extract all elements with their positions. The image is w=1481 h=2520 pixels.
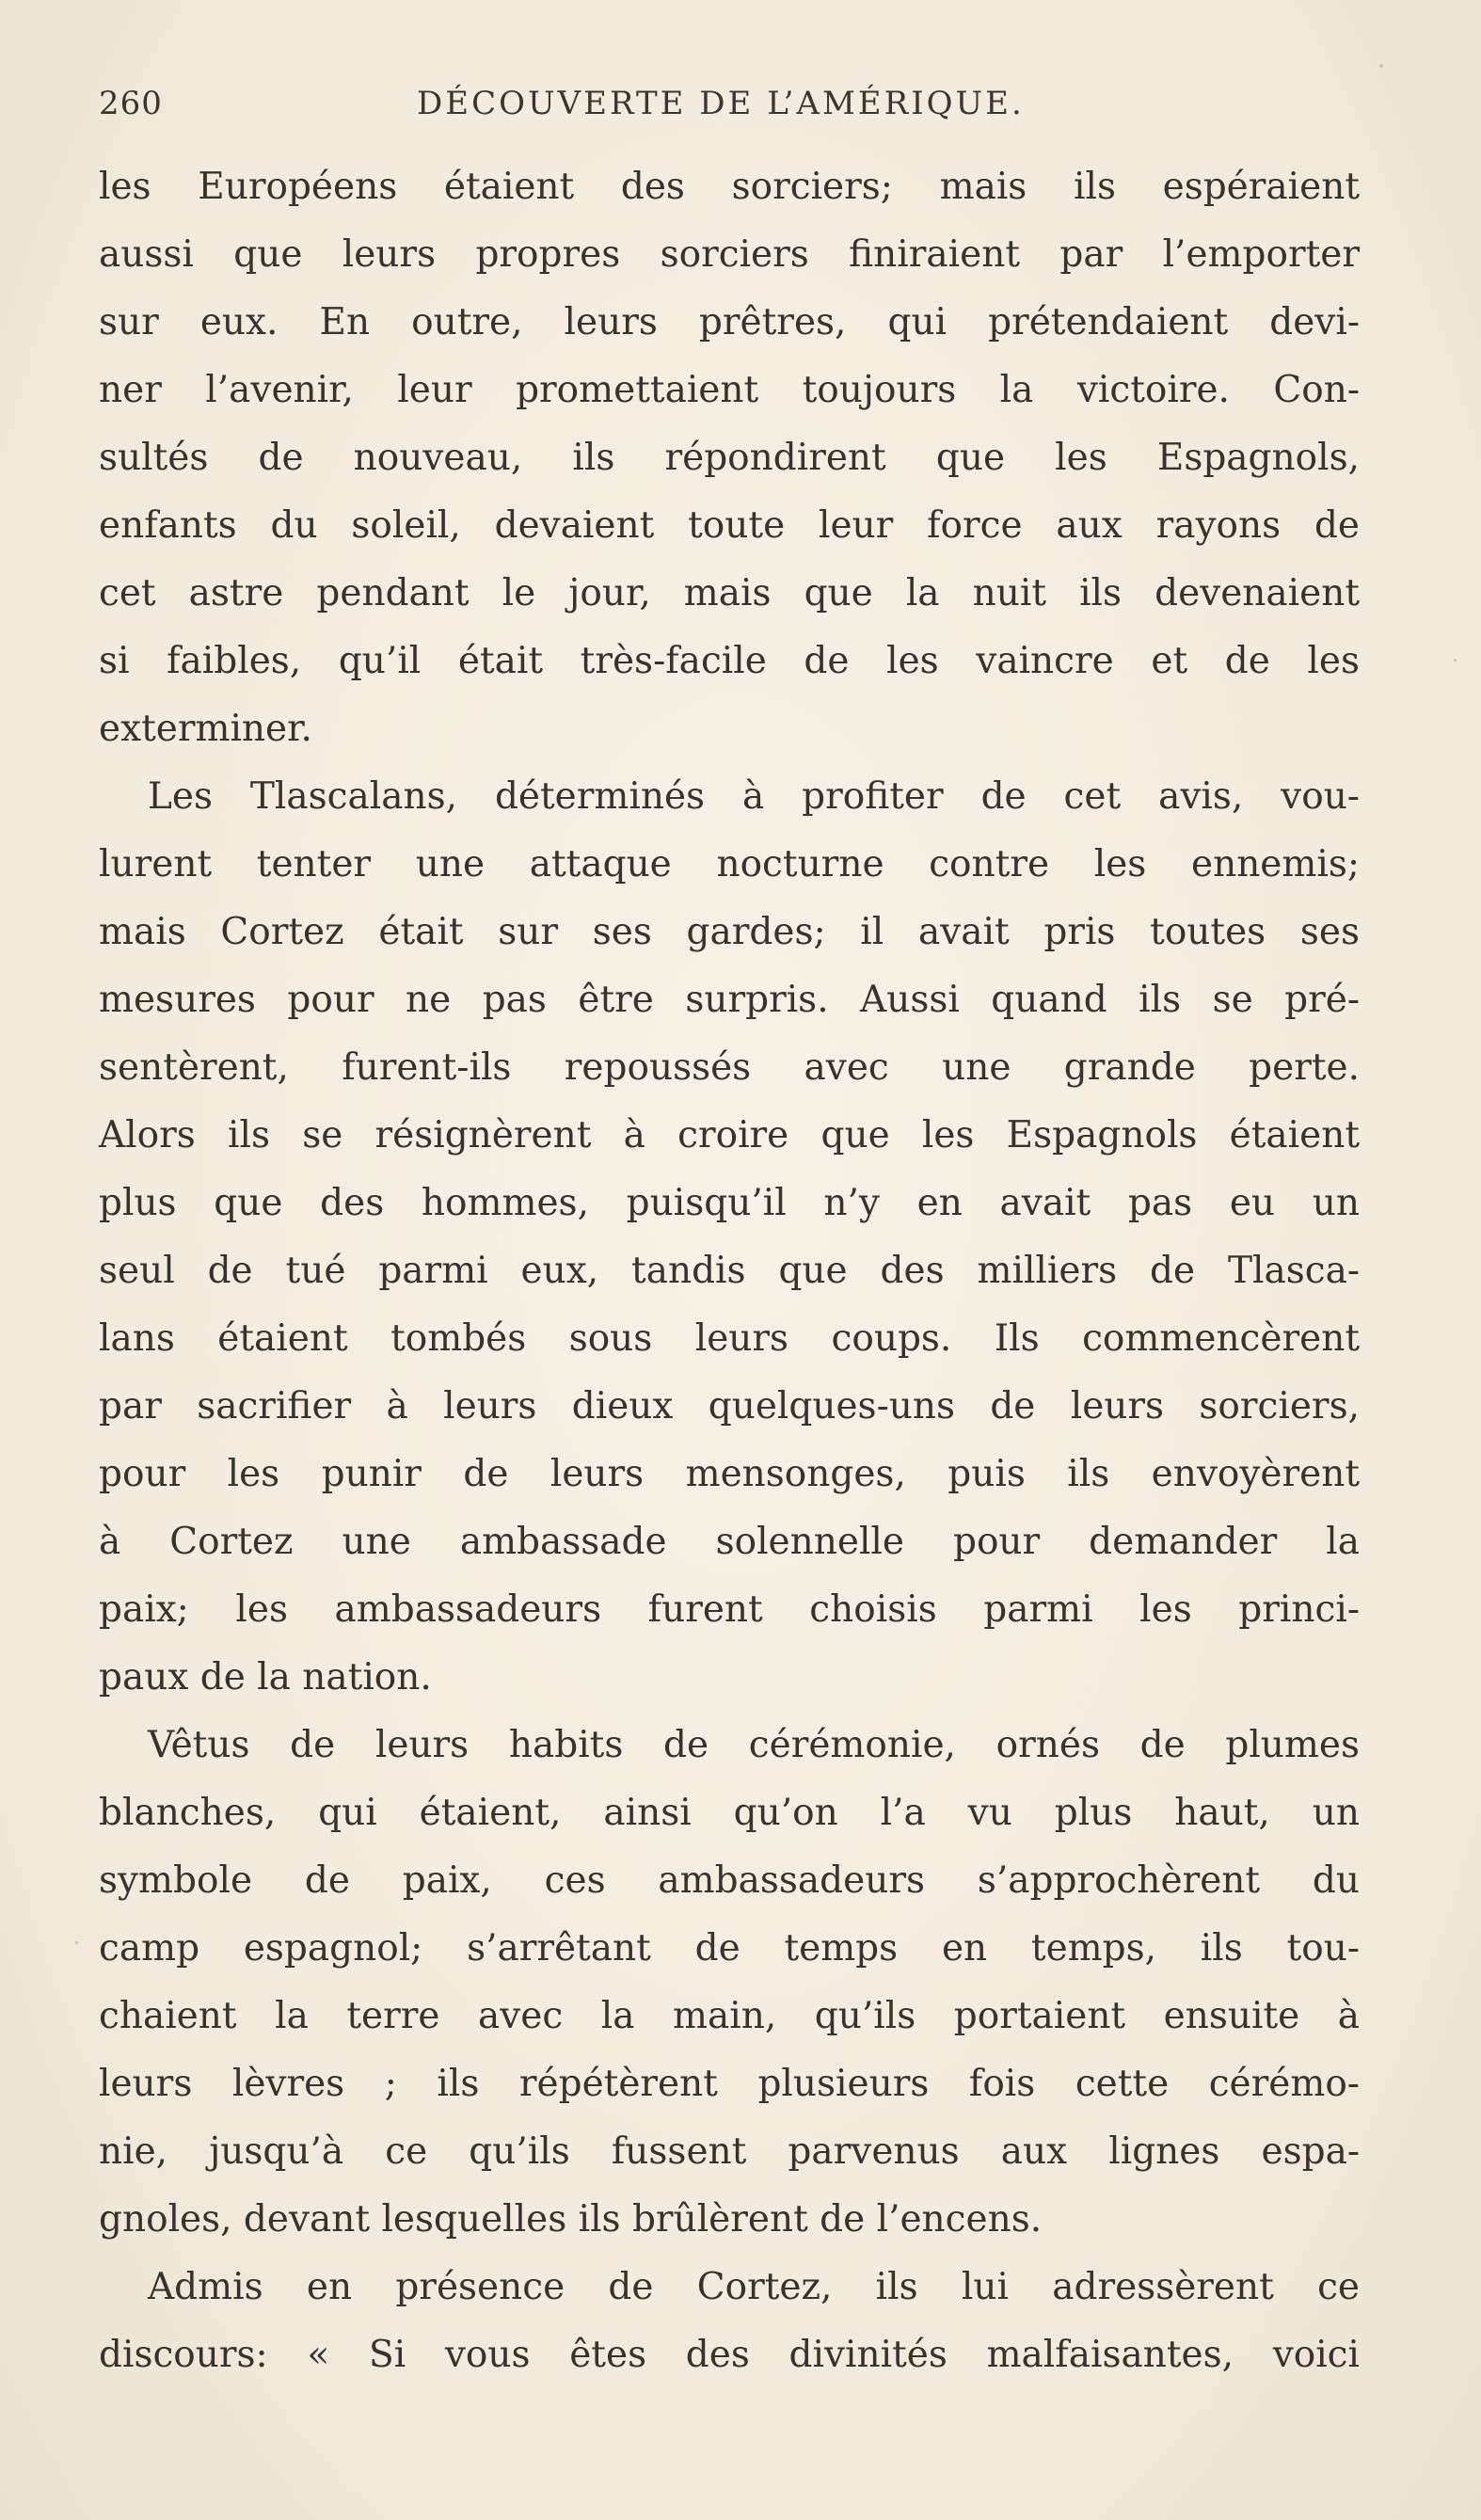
text-line: nie, jusqu’à ce qu’ils fussent parvenus aux lignes espa- [99,2130,1360,2173]
text-line: exterminer. [99,708,312,750]
text-line: Les Tlascalans, déterminés à profiter de cet avis, vou- [148,775,1360,818]
text-line: leurs lèvres ; ils répétèrent plusieurs fois cette cérémo- [99,2063,1360,2105]
paper-speck [1379,64,1383,68]
text-line: paix; les ambassadeurs furent choisis parmi les princi- [99,1588,1360,1631]
text-line: Vêtus de leurs habits de cérémonie, ornés de plumes [148,1724,1360,1766]
text-line: plus que des hommes, puisqu’il n’y en avait pas eu un [99,1182,1360,1224]
text-line: seul de tué parmi eux, tandis que des milliers de Tlasca- [99,1250,1360,1292]
text-line: sultés de nouveau, ils répondirent que les Espagnols, [99,437,1360,479]
text-line: symbole de paix, ces ambassadeurs s’approchèrent du [99,1859,1360,1902]
running-title: DÉCOUVERTE DE L’AMÉRIQUE. [417,85,1025,122]
text-line: à Cortez une ambassade solennelle pour demander la [99,1521,1360,1563]
text-line: blanches, qui étaient, ainsi qu’on l’a vu plus haut, un [99,1792,1360,1834]
text-line: Admis en présence de Cortez, ils lui adressèrent ce [148,2266,1360,2308]
paper-speck [75,1941,78,1944]
text-line: paux de la nation. [99,1656,432,1699]
text-line: enfants du soleil, devaient toute leur force aux rayons de [99,504,1360,547]
page-number: 260 [99,85,163,122]
text-line: chaient la terre avec la main, qu’ils portaient ensuite à [99,1995,1360,2037]
text-line: sur eux. En outre, leurs prêtres, qui prétendaient devi- [99,301,1360,343]
body-text [99,153,1360,2389]
text-line: gnoles, devant lesquelles ils brûlèrent de l’encens. [99,2198,1043,2241]
text-line: lurent tenter une attaque nocturne contre les ennemis; [99,843,1360,885]
text-line: sentèrent, furent-ils repoussés avec une grande perte. [99,1046,1360,1089]
text-line: cet astre pendant le jour, mais que la nuit ils devenaient [99,572,1360,614]
text-line: par sacrifier à leurs dieux quelques-uns de leurs sorciers, [99,1385,1360,1427]
text-line: ner l’avenir, leur promettaient toujours la victoire. Con- [99,369,1360,411]
paper-speck [1454,659,1457,662]
text-line: discours: « Si vous êtes des divinités malfaisantes, voici [99,2334,1360,2376]
text-line: pour les punir de leurs mensonges, puis ils envoyèrent [99,1453,1360,1495]
text-line: aussi que leurs propres sorciers finiraient par l’emporter [99,233,1360,276]
text-line: lans étaient tombés sous leurs coups. Ils commencèrent [99,1317,1360,1360]
text-line: mais Cortez était sur ses gardes; il avait pris toutes ses [99,911,1360,953]
text-line: les Européens étaient des sorciers; mais ils espéraient [99,166,1360,208]
page-header [99,85,1360,132]
text-line: Alors ils se résignèrent à croire que les Espagnols étaient [99,1114,1360,1156]
text-line: si faibles, qu’il était très-facile de les vaincre et de les [99,640,1360,682]
text-line: mesures pour ne pas être surpris. Aussi quand ils se pré- [99,979,1360,1021]
text-line: camp espagnol; s’arrêtant de temps en temps, ils tou- [99,1927,1360,1970]
